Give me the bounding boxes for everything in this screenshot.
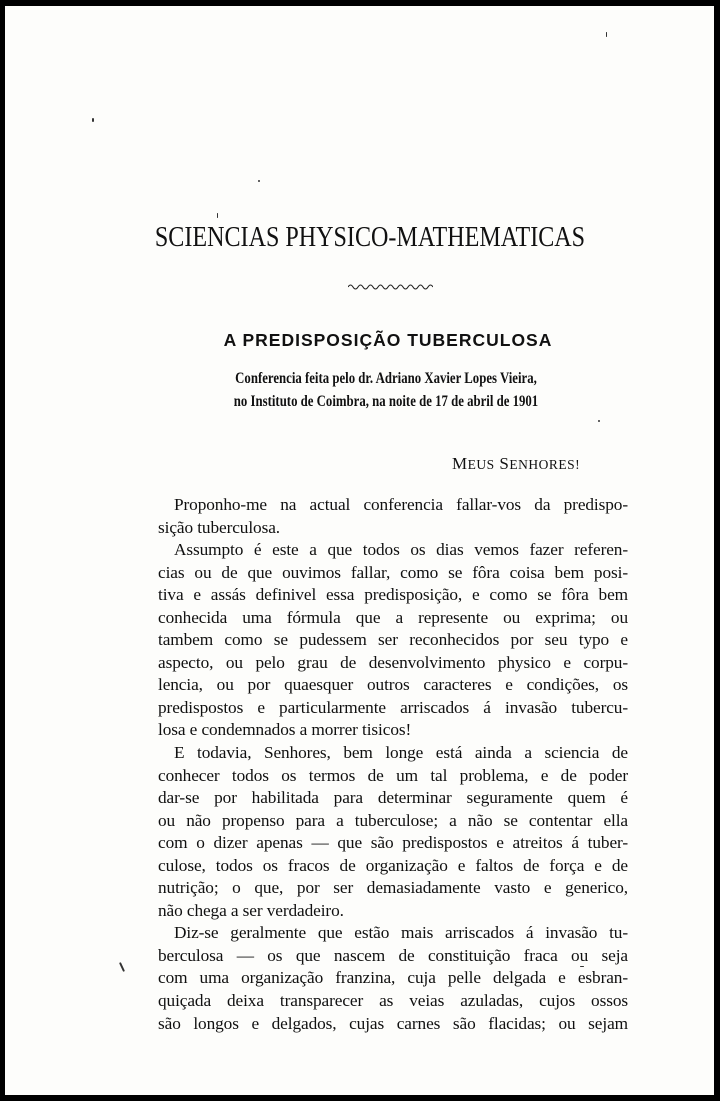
body-line: sição tuberculosa. <box>158 517 281 537</box>
article-title: A PREDISPOSIÇÃO TUBERCULOSA <box>223 330 553 350</box>
body-line: são longos e delgados, cujas carnes são flacidas; ou sejam <box>158 1013 628 1033</box>
body-line: dar-se por habilitada para determinar seguramente quem é <box>158 788 628 808</box>
body-line: nutrição; o que, por ser demasiadamente vasto e generico, <box>158 878 628 898</box>
body-line: Proponho-me na actual conferencia fallar-vos da predispo- <box>174 495 628 514</box>
body-line: quiçada deixa transparecer as veias azuladas, cujos ossos <box>158 991 628 1011</box>
body-line: Assumpto é este a que todos os dias vemos fazer referen- <box>174 540 628 560</box>
subtitle-line: Conferencia feita pelo dr. Adriano Xavier Lopes Vieira, <box>235 370 537 387</box>
greeting-word: ENHORES! <box>509 457 581 472</box>
body-line: lencia, ou por quaesquer outros caracteres e condições, os <box>158 675 628 695</box>
body-line: culose, todos os fracos de organização e faltos de força e de <box>158 855 628 875</box>
body-line: cias ou de que ouvimos fallar, como se fôra coisa bem posi- <box>158 562 628 582</box>
greeting-initial: S <box>499 454 510 473</box>
greeting-initial: M <box>452 454 468 473</box>
paper-speck <box>580 966 584 967</box>
section-title: SCIENCIAS PHYSICO-MATHEMATICAS <box>154 222 586 253</box>
greeting-word: EUS <box>467 457 495 472</box>
body-line: E todavia, Senhores, bem longe está ainda a sciencia de <box>174 743 628 763</box>
body-line: conhecida uma fórmula que a represente ou exprima; ou <box>158 607 628 627</box>
paper-speck <box>119 962 125 972</box>
body-line: tambem como se pudessem ser reconhecidos por seu typo e <box>158 630 628 650</box>
paper-speck <box>258 180 260 182</box>
paper-speck <box>92 118 94 122</box>
paper-speck <box>217 213 218 218</box>
body-line: ou não propenso para a tuberculose; a não se contentar ella <box>158 810 628 830</box>
body-line: aspecto, ou pelo grau de desenvolvimento physico e corpu- <box>158 652 628 672</box>
body-line: berculosa — os que nascem de constituição fraca ou seja <box>158 945 628 965</box>
body-line: losa e condemnados a morrer tisicos! <box>158 720 412 740</box>
body-line: Diz-se geralmente que estão mais arriscados á invasão tu- <box>174 923 628 943</box>
paper-speck <box>598 420 600 422</box>
paper-speck <box>606 32 607 37</box>
body-line: tiva e assás definivel essa predisposição, e como se fôra bem <box>158 585 628 605</box>
body-line: com o dizer apenas — que são predispostos e atreitos á tuber- <box>158 833 628 853</box>
wavy-ornament <box>348 282 433 292</box>
subtitle-line: no Instituto de Coimbra, na noite de 17 de abril de 1901 <box>233 393 539 410</box>
body-line: conhecer todos os termos de um tal problema, e de poder <box>158 765 628 785</box>
body-line: predispostos e particularmente arriscados á invasão tubercu- <box>158 697 628 717</box>
greeting <box>452 454 580 474</box>
body-line: com uma organização franzina, cuja pelle delgada e esbran- <box>158 968 628 988</box>
body-text <box>158 494 628 1035</box>
body-line: não chega a ser verdadeiro. <box>158 900 344 920</box>
